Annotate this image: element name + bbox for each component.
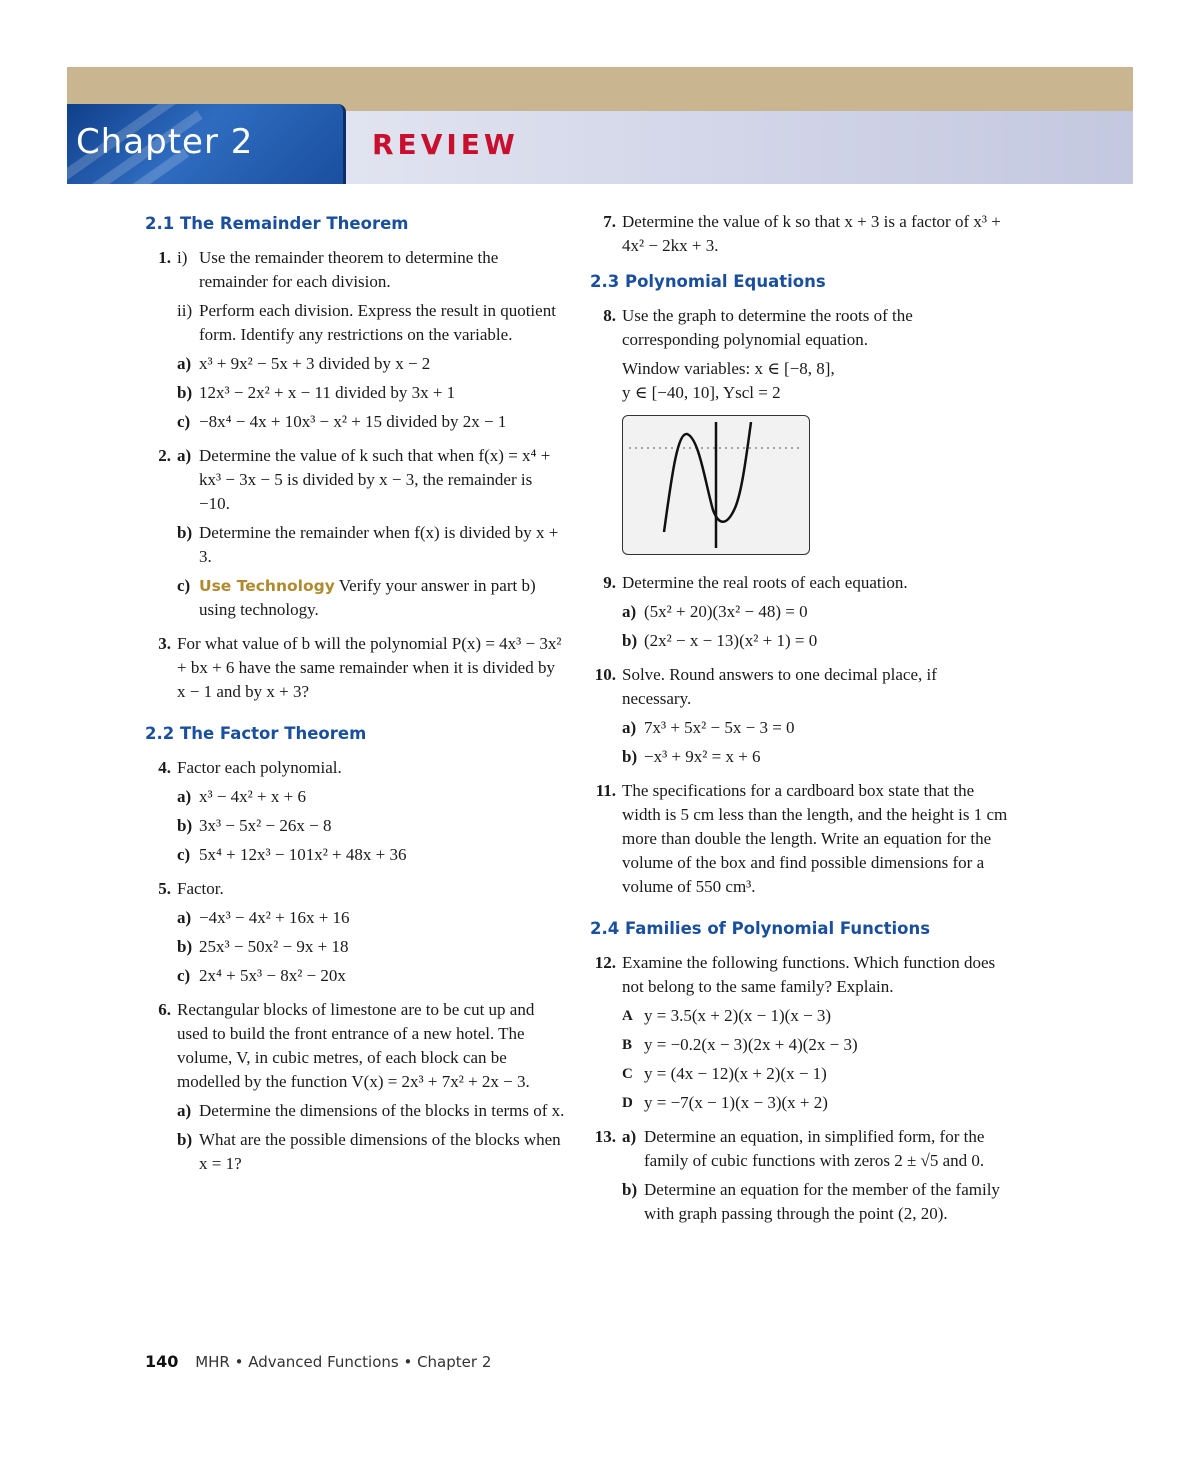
sub-question bbox=[177, 785, 565, 809]
question-number: 11. bbox=[595, 781, 616, 800]
question-2 bbox=[145, 444, 565, 622]
sub-question bbox=[177, 410, 565, 434]
question-9 bbox=[590, 571, 1010, 653]
question-number: 6. bbox=[158, 1000, 171, 1019]
sub-label: b) bbox=[622, 747, 638, 766]
sub-question bbox=[177, 906, 565, 930]
sub-text: Determine the dimensions of the blocks in terms of x. bbox=[199, 1101, 565, 1120]
sub-question bbox=[622, 1125, 1010, 1173]
question-3 bbox=[145, 632, 565, 704]
calculator-graph bbox=[622, 415, 810, 555]
question-text: Rectangular blocks of limestone are to be cut up and used to build the front entrance of a new hotel. The volume, V, in cubic metres, of each block can be modelled by the function V(x) = 2x³ + 7x² + 2x − 3. bbox=[177, 1000, 535, 1091]
sub-text: 25x³ − 50x² − 9x + 18 bbox=[199, 937, 349, 956]
question-8 bbox=[590, 304, 1010, 555]
question-5 bbox=[145, 877, 565, 988]
sub-text: −4x³ − 4x² + 16x + 16 bbox=[199, 908, 350, 927]
section-heading: 2.4 Families of Polynomial Functions bbox=[590, 919, 931, 938]
question-text: Determine the value of k so that x + 3 is a factor of x³ + 4x² − 2kx + 3. bbox=[622, 212, 1001, 255]
question-text: Use the graph to determine the roots of the corresponding polynomial equation. bbox=[622, 306, 913, 349]
question-number: 4. bbox=[158, 758, 171, 777]
choice-option bbox=[622, 1033, 1010, 1057]
part-label: ii) bbox=[177, 301, 193, 320]
question-1 bbox=[145, 246, 565, 434]
sub-label: a) bbox=[177, 908, 192, 927]
question-number: 5. bbox=[158, 879, 171, 898]
question-number: 1. bbox=[158, 248, 171, 267]
sub-question bbox=[177, 574, 565, 622]
sub-text: Determine an equation for the member of the family with graph passing through the point (2, 20). bbox=[644, 1180, 1000, 1223]
sub-text: 12x³ − 2x² + x − 11 divided by 3x + 1 bbox=[199, 383, 456, 402]
section-heading: 2.3 Polynomial Equations bbox=[590, 272, 826, 291]
question-number: 3. bbox=[158, 634, 171, 653]
polynomial-curve bbox=[664, 422, 751, 532]
left-column bbox=[145, 210, 565, 1176]
sub-label: c) bbox=[177, 845, 191, 864]
question-13 bbox=[590, 1125, 1010, 1226]
sub-text: Determine the remainder when f(x) is divided by x + 3. bbox=[199, 523, 559, 566]
sub-label: b) bbox=[177, 816, 193, 835]
question-text: Examine the following functions. Which function does not belong to the same family? Explain. bbox=[622, 953, 996, 996]
question-number: 12. bbox=[594, 953, 616, 972]
sub-question bbox=[177, 1128, 565, 1176]
sub-label: b) bbox=[177, 523, 193, 542]
choice-option bbox=[622, 1062, 1010, 1086]
sub-label: c) bbox=[177, 576, 191, 595]
question-10 bbox=[590, 663, 1010, 769]
question-text: The specifications for a cardboard box state that the width is 5 cm less than the length, and the height is 1 cm more than double the length. Write an equation for the volume of the box and find possible dimensions for a volume of 550 cm³. bbox=[622, 781, 1008, 896]
sub-label: b) bbox=[177, 383, 193, 402]
footer-text: MHR • Advanced Functions • Chapter 2 bbox=[195, 1353, 492, 1371]
choice-label: A bbox=[622, 1008, 633, 1024]
choice-label: B bbox=[622, 1037, 633, 1053]
question-number: 8. bbox=[603, 306, 616, 325]
sub-text: (5x² + 20)(3x² − 48) = 0 bbox=[644, 602, 808, 621]
sub-label: b) bbox=[177, 1130, 193, 1149]
sub-label: a) bbox=[177, 446, 192, 465]
sub-label: c) bbox=[177, 966, 191, 985]
page-number: 140 bbox=[145, 1352, 179, 1371]
sub-question bbox=[622, 1178, 1010, 1226]
sub-question bbox=[177, 381, 565, 405]
question-part bbox=[177, 299, 565, 347]
sub-text: Determine an equation, in simplified form, for the family of cubic functions with zeros 2 ± √5 and 0. bbox=[644, 1127, 985, 1170]
use-technology-tag: Use Technology bbox=[199, 577, 335, 595]
question-11 bbox=[590, 779, 1010, 899]
sub-label: a) bbox=[622, 602, 637, 621]
sub-label: a) bbox=[177, 354, 192, 373]
right-column bbox=[590, 210, 1010, 1226]
question-text: Factor. bbox=[177, 879, 224, 898]
question-number: 9. bbox=[603, 573, 616, 592]
section-heading: 2.1 The Remainder Theorem bbox=[145, 214, 409, 233]
sub-text: 5x⁴ + 12x³ − 101x² + 48x + 36 bbox=[199, 845, 407, 864]
sub-text: What are the possible dimensions of the blocks when x = 1? bbox=[199, 1130, 561, 1173]
sub-question bbox=[177, 521, 565, 569]
sub-label: c) bbox=[177, 412, 191, 431]
question-number: 7. bbox=[603, 212, 616, 231]
choice-text: y = −0.2(x − 3)(2x + 4)(2x − 3) bbox=[644, 1035, 858, 1054]
chapter-title: Chapter 2 bbox=[76, 122, 254, 162]
question-4 bbox=[145, 756, 565, 867]
question-number: 10. bbox=[594, 665, 616, 684]
sub-question bbox=[177, 1099, 565, 1123]
sub-text: (2x² − x − 13)(x² + 1) = 0 bbox=[644, 631, 818, 650]
question-number: 13. bbox=[594, 1127, 616, 1146]
sub-label: a) bbox=[177, 1101, 192, 1120]
graph-plot bbox=[629, 422, 803, 548]
choice-text: y = −7(x − 1)(x − 3)(x + 2) bbox=[644, 1093, 828, 1112]
question-text: Determine the real roots of each equation. bbox=[622, 573, 908, 592]
sub-text: Verify your answer in part b) using technology. bbox=[199, 576, 536, 619]
sub-question bbox=[177, 814, 565, 838]
sub-question bbox=[177, 444, 565, 516]
choice-option bbox=[622, 1004, 1010, 1028]
page-footer bbox=[145, 1352, 491, 1371]
sub-text: x³ − 4x² + x + 6 bbox=[199, 787, 306, 806]
sub-question bbox=[622, 745, 1010, 769]
sub-text: 2x⁴ + 5x³ − 8x² − 20x bbox=[199, 966, 346, 985]
question-7 bbox=[590, 210, 1010, 258]
sub-label: b) bbox=[177, 937, 193, 956]
question-text: For what value of b will the polynomial P(x) = 4x³ − 3x² + bx + 6 have the same remainder when it is divided by x − 1 and by x + 3? bbox=[177, 634, 562, 701]
sub-text: −x³ + 9x² = x + 6 bbox=[644, 747, 761, 766]
sub-label: a) bbox=[622, 1127, 637, 1146]
choice-label: D bbox=[622, 1095, 633, 1111]
sub-question bbox=[177, 843, 565, 867]
choice-text: y = (4x − 12)(x + 2)(x − 1) bbox=[644, 1064, 827, 1083]
window-variables-line-1: Window variables: x ∈ [−8, 8], bbox=[622, 359, 835, 378]
sub-text: −8x⁴ − 4x + 10x³ − x² + 15 divided by 2x − 1 bbox=[199, 412, 507, 431]
sub-text: 7x³ + 5x² − 5x − 3 = 0 bbox=[644, 718, 795, 737]
question-part bbox=[177, 246, 565, 294]
window-variables-line-2: y ∈ [−40, 10], Yscl = 2 bbox=[622, 383, 781, 402]
sub-question bbox=[177, 935, 565, 959]
section-heading: 2.2 The Factor Theorem bbox=[145, 724, 367, 743]
sub-label: a) bbox=[177, 787, 192, 806]
sub-question bbox=[622, 600, 1010, 624]
choice-text: y = 3.5(x + 2)(x − 1)(x − 3) bbox=[644, 1006, 832, 1025]
review-title: REVIEW bbox=[372, 128, 519, 161]
part-text: Use the remainder theorem to determine the remainder for each division. bbox=[199, 248, 499, 291]
question-number: 2. bbox=[158, 446, 171, 465]
sub-text: x³ + 9x² − 5x + 3 divided by x − 2 bbox=[199, 354, 431, 373]
part-text: Perform each division. Express the result in quotient form. Identify any restrictions on the variable. bbox=[199, 301, 556, 344]
choice-option bbox=[622, 1091, 1010, 1115]
question-6 bbox=[145, 998, 565, 1176]
sub-question bbox=[177, 352, 565, 376]
question-12 bbox=[590, 951, 1010, 1115]
sub-question bbox=[622, 716, 1010, 740]
sub-label: a) bbox=[622, 718, 637, 737]
sub-label: b) bbox=[622, 1180, 638, 1199]
question-text: Factor each polynomial. bbox=[177, 758, 342, 777]
sub-text: Determine the value of k such that when f(x) = x⁴ + kx³ − 3x − 5 is divided by x − 3, the remainder is −10. bbox=[199, 446, 551, 513]
sub-label: b) bbox=[622, 631, 638, 650]
choice-label: C bbox=[622, 1066, 633, 1082]
sub-text: 3x³ − 5x² − 26x − 8 bbox=[199, 816, 332, 835]
part-label: i) bbox=[177, 248, 188, 267]
question-text: Solve. Round answers to one decimal place, if necessary. bbox=[622, 665, 937, 708]
sub-question bbox=[622, 629, 1010, 653]
sub-question bbox=[177, 964, 565, 988]
